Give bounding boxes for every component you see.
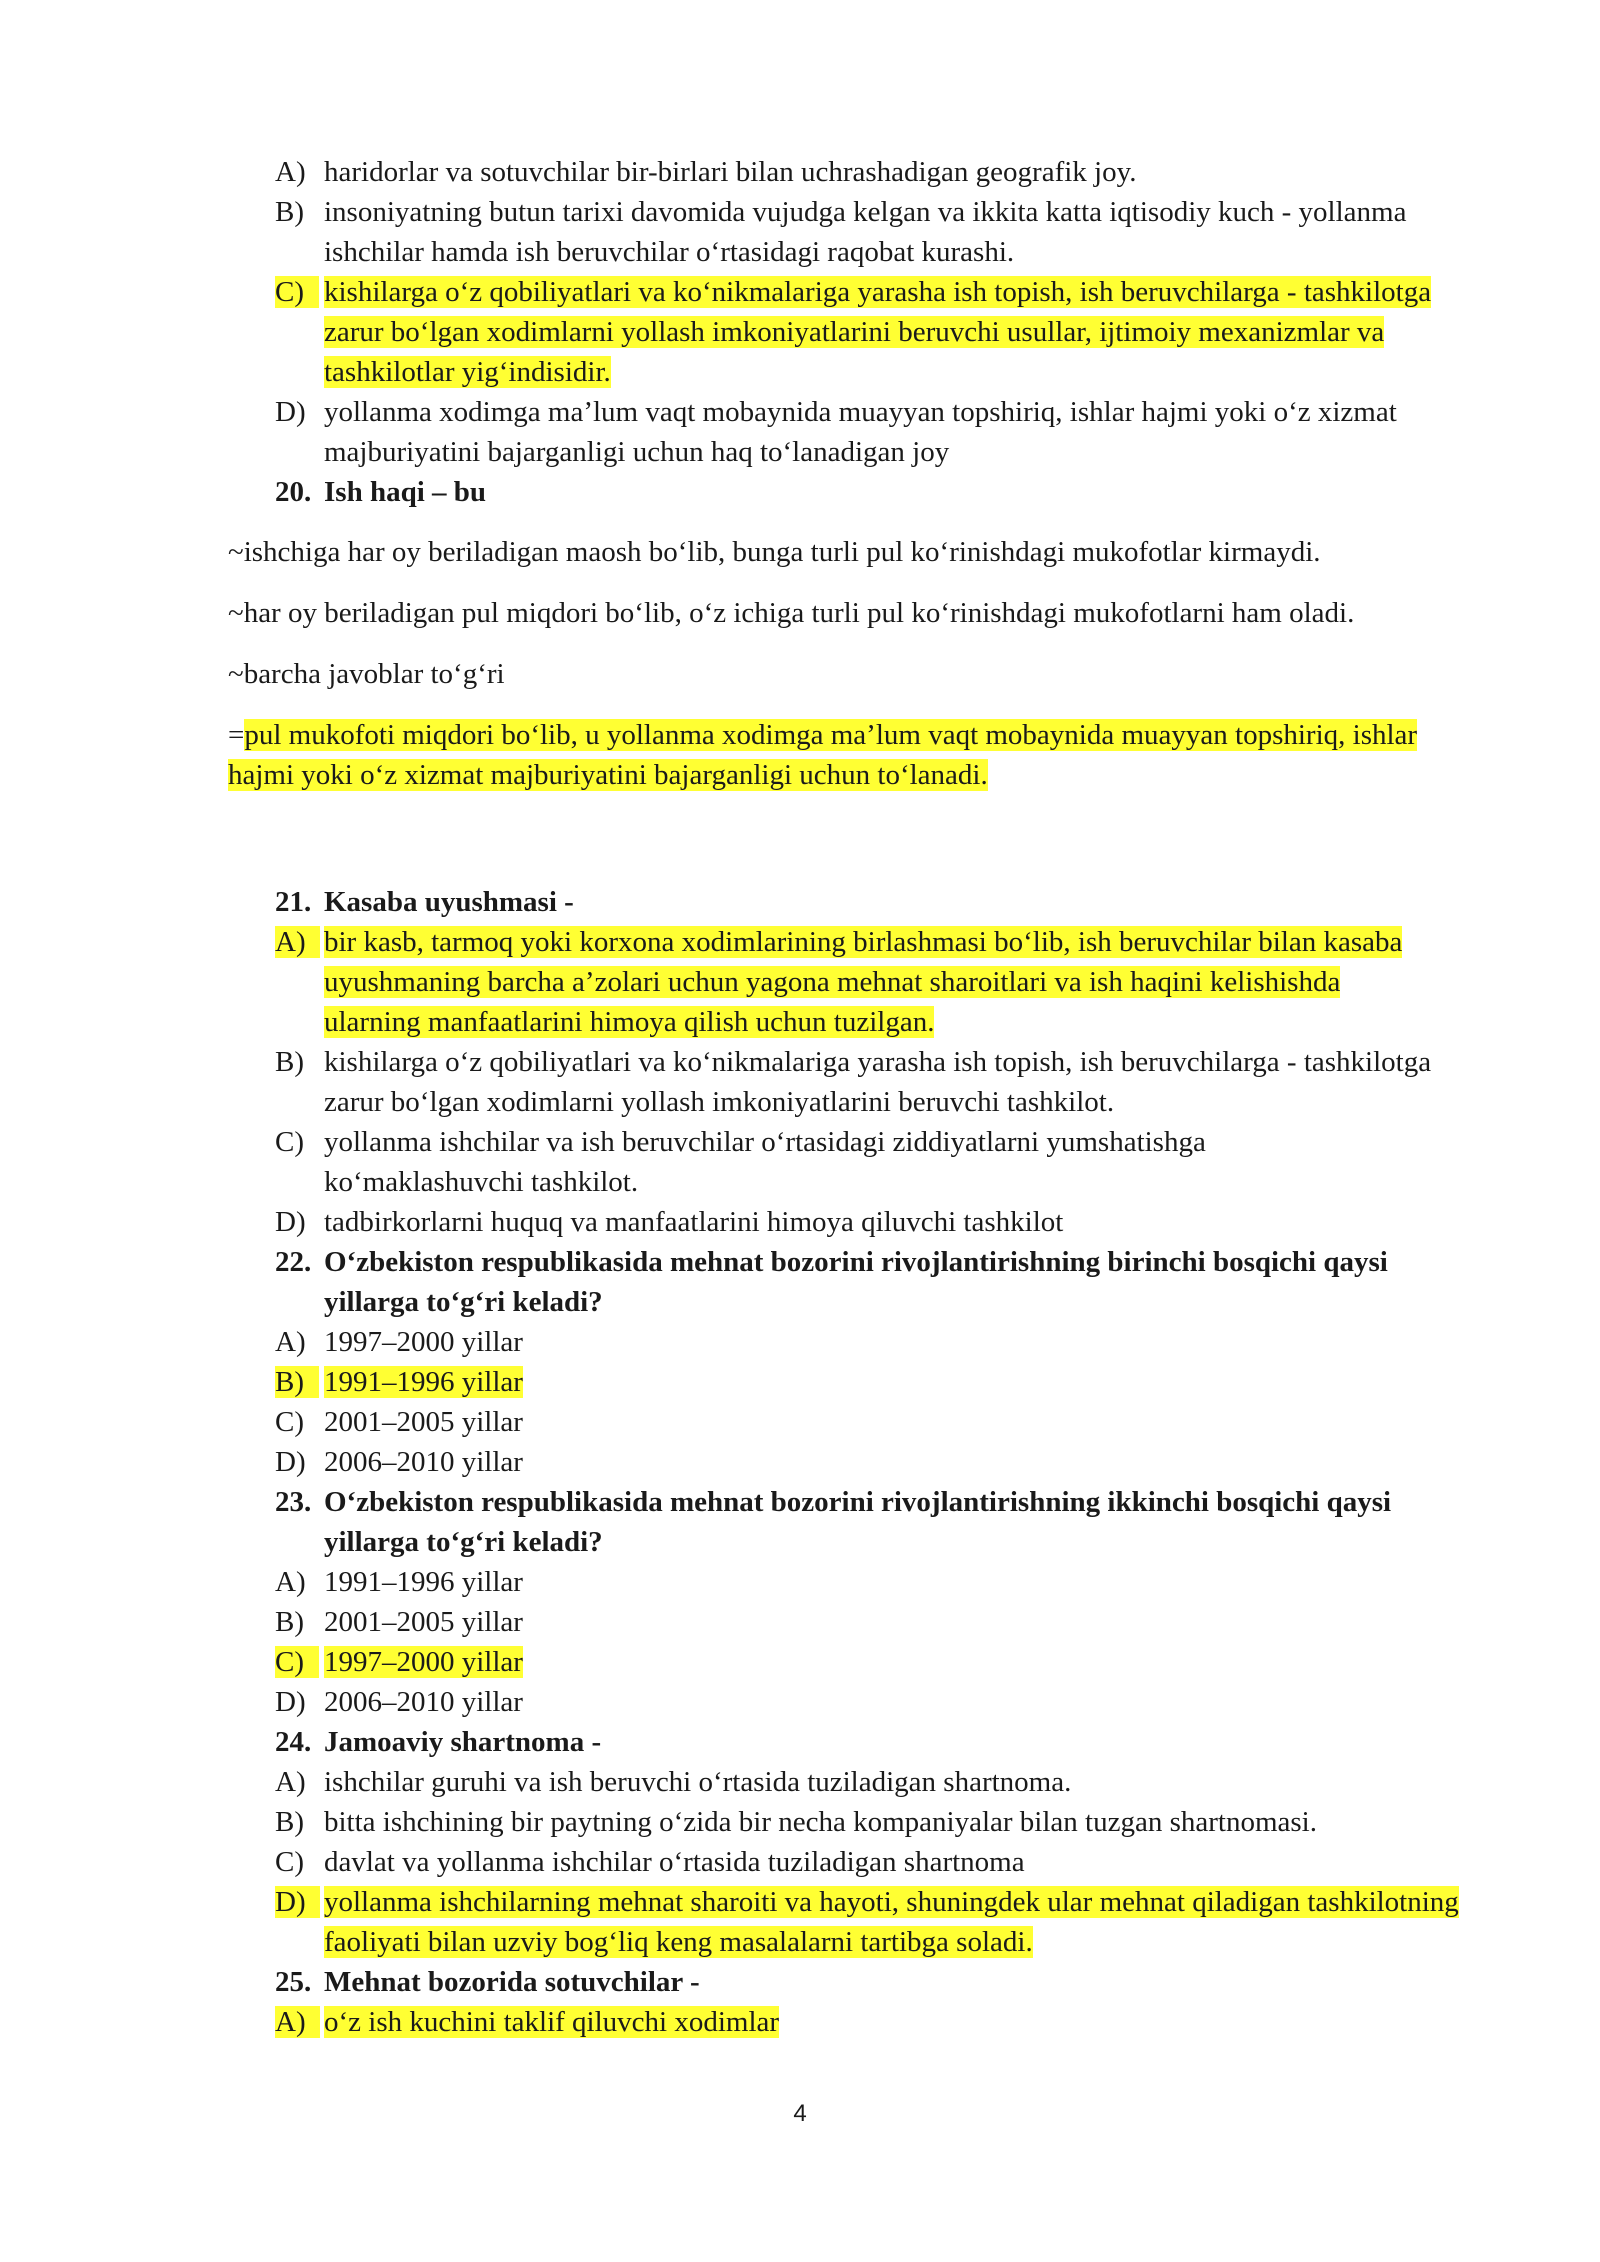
q23-heading: 23. Oʻzbekiston respublikasida mehnat bozorini rivojlantirishning ikkinchi bosqichi qaysi yillarga toʻgʻri keladi? [275,1486,1392,1558]
q23-option-b[interactable]: B) 2001–2005 yillar [275,1606,523,1638]
q23-option-d[interactable]: D) 2006–2010 yillar [275,1686,523,1718]
q19-options [275,152,1505,472]
q21-options [275,922,1505,1242]
q20-answer-1[interactable]: ~ishchiga har oy beriladigan maosh boʻlib, bunga turli pul koʻrinishdagi mukofotlar kirmaydi. [228,536,1321,568]
q21-heading: 21. Kasaba uyushmasi - [275,886,574,918]
q24-option-d[interactable]: D) yollanma ishchilarning mehnat sharoiti va hayoti, shuningdek ular mehnat qiladigan tashkilotning faoliyati bilan uzviy bogʻliq keng masalalarni tartibga soladi. [275,1886,1459,1958]
q19-option-c[interactable]: C) kishilarga oʻz qobiliyatlari va koʻnikmalariga yarasha ish topish, ish beruvchilarga - tashkilotga zarur boʻlgan xodimlarni yollash imkoniyatlarini beruvchi usullar, ijtimoiy mexanizmlar va tashkilotlar yigʻindisidir. [275,276,1432,388]
q19-option-b[interactable]: B) insoniyatning butun tarixi davomida vujudga kelgan va ikkita katta iqtisodiy kuch - yollanma ishchilar hamda ish beruvchilar oʻrtasidagi raqobat kurashi. [275,196,1407,268]
q24-option-a[interactable]: A) ishchilar guruhi va ish beruvchi oʻrtasida tuziladigan shartnoma. [275,1766,1072,1798]
q21-option-c[interactable]: C) yollanma ishchilar va ish beruvchilar oʻrtasidagi ziddiyatlarni yumshatishga koʻmaklashuvchi tashkilot. [275,1126,1206,1198]
q24-options [275,1762,1505,1962]
q24-option-c[interactable]: C) davlat va yollanma ishchilar oʻrtasida tuziladigan shartnoma [275,1846,1025,1878]
q21-option-d[interactable]: D) tadbirkorlarni huquq va manfaatlarini himoya qiluvchi tashkilot [275,1206,1064,1238]
q21-option-b[interactable]: B) kishilarga oʻz qobiliyatlari va koʻnikmalariga yarasha ish topish, ish beruvchilarga - tashkilotga zarur boʻlgan xodimlarni yollash imkoniyatlarini beruvchi tashkilot. [275,1046,1432,1118]
q22-options [275,1322,1505,1482]
q19-option-a[interactable]: A) haridorlar va sotuvchilar bir-birlari bilan uchrashadigan geografik joy. [275,156,1137,188]
q25-options [275,2002,1505,2042]
q22-option-c[interactable]: C) 2001–2005 yillar [275,1406,523,1438]
q25-heading: 25. Mehnat bozorida sotuvchilar - [275,1966,700,1998]
q20-heading: 20. Ish haqi – bu [275,476,487,508]
page-number: 4 [793,2100,807,2127]
q21-option-a[interactable]: A) bir kasb, tarmoq yoki korxona xodimlarining birlashmasi boʻlib, ish beruvchilar bilan kasaba uyushmaning barcha aʼzolari uchun yagona mehnat sharoitlari va ish haqini kelishishda ularning manfaatlarini himoya qilish uchun tuzilgan. [275,926,1403,1038]
q24-heading: 24. Jamoaviy shartnoma - [275,1726,602,1758]
q23-option-a[interactable]: A) 1991–1996 yillar [275,1566,523,1598]
q25-option-a[interactable]: A) oʻz ish kuchini taklif qiluvchi xodimlar [275,2006,780,2038]
q23-option-c[interactable]: C) 1997–2000 yillar [275,1646,523,1678]
q20-answer-2[interactable]: ~har oy beriladigan pul miqdori boʻlib, oʻz ichiga turli pul koʻrinishdagi mukofotlarni ham oladi. [228,597,1355,629]
q22-option-b[interactable]: B) 1991–1996 yillar [275,1366,523,1398]
q24-option-b[interactable]: B) bitta ishchining bir paytning oʻzida bir necha kompaniyalar bilan tuzgan shartnomasi. [275,1806,1317,1838]
q20-answer-3[interactable]: ~barcha javoblar toʻgʻri [228,658,505,690]
q22-option-d[interactable]: D) 2006–2010 yillar [275,1446,523,1478]
q23-options [275,1562,1505,1722]
q22-heading: 22. Oʻzbekiston respublikasida mehnat bozorini rivojlantirishning birinchi bosqichi qaysi yillarga toʻgʻri keladi? [275,1246,1388,1318]
q20-answer-correct[interactable]: =pul mukofoti miqdori boʻlib, u yollanma xodimga maʼlum vaqt mobaynida muayyan topshiriq, ishlar hajmi yoki oʻz xizmat majburiyatini bajarganligi uchun toʻlanadi. [228,719,1418,791]
q19-option-d[interactable]: D) yollanma xodimga maʼlum vaqt mobaynida muayyan topshiriq, ishlar hajmi yoki oʻz xizmat majburiyatini bajarganligi uchun haq toʻlanadigan joy [275,396,1397,468]
q22-option-a[interactable]: A) 1997–2000 yillar [275,1326,523,1358]
